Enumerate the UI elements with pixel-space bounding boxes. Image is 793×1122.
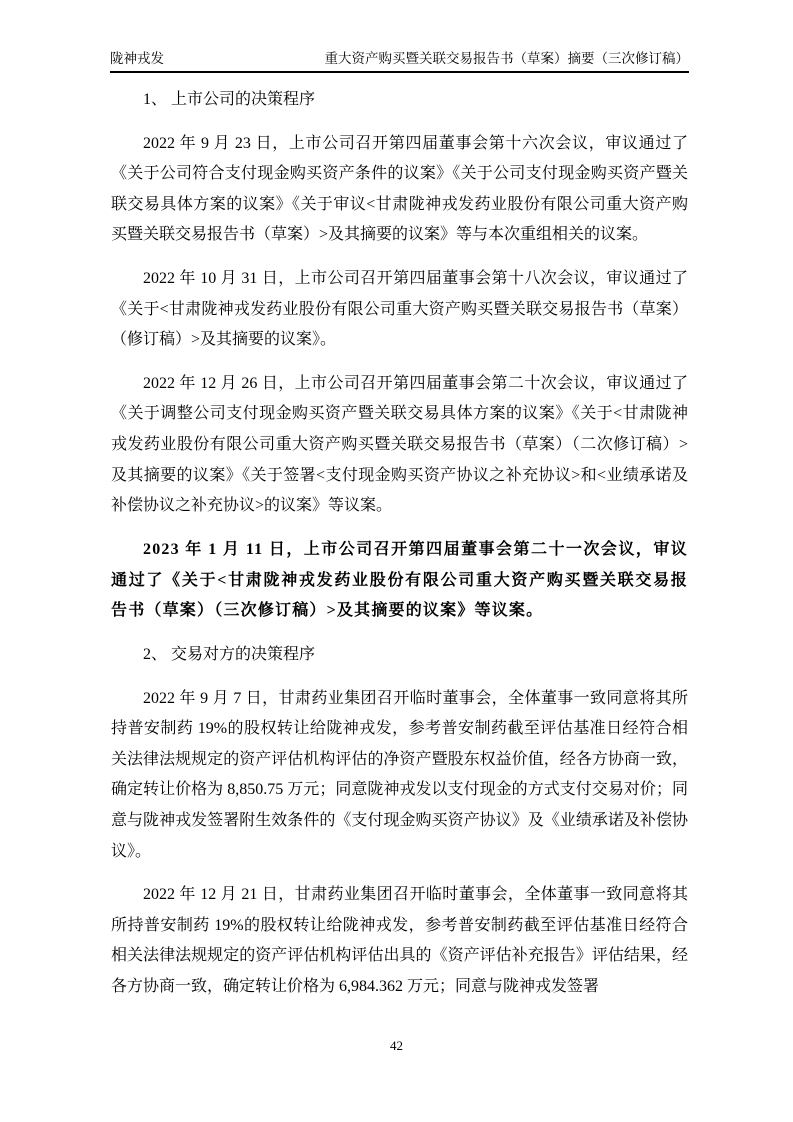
section-heading-listed-company-procedure: 1、 上市公司的决策程序 bbox=[143, 91, 316, 108]
page-header bbox=[110, 50, 689, 73]
paragraph-board-meeting-21st-bold: 2023 年 1 月 11 日，上市公司召开第四届董事会第二十一次会议，审议通过了《关于<甘肃陇神戎发药业股份有限公司重大资产购买暨关联交易报告书（草案）（三次修订稿）>及其摘要的议案》等议案。 bbox=[111, 540, 688, 620]
header-company-name: 陇神戎发 bbox=[110, 51, 164, 66]
paragraph-board-meeting-16th: 2022 年 9 月 23 日，上市公司召开第四届董事会第十六次会议，审议通过了《关于公司符合支付现金购买资产条件的议案》《关于公司支付现金购买资产暨关联交易具体方案的议案》《关于审议<甘肃陇神戎发药业股份有限公司重大资产购买暨关联交易报告书（草案）>及其摘要的议案》等与本次重组相关的议案。 bbox=[111, 134, 688, 244]
header-document-title: 重大资产购买暨关联交易报告书（草案）摘要（三次修订稿） bbox=[324, 51, 689, 66]
paragraph-counterparty-meeting-2022-12-21: 2022 年 12 月 21 日，甘肃药业集团召开临时董事会，全体董事一致同意将其所持普安制药 19%的股权转让给陇神戎发，参考普安制药截至评估基准日经符合相关法律法规规定的资产评估机构评估出具的《资产评估补充报告》评估结果，经各方协商一致，确定转让价格为 6,984.362 万元；同意与陇神戎发签署 bbox=[111, 886, 688, 996]
section-heading-counterparty-procedure: 2、 交易对方的决策程序 bbox=[143, 646, 316, 664]
page-footer bbox=[0, 1038, 793, 1054]
page-number: 42 bbox=[390, 1038, 403, 1053]
paragraph-counterparty-meeting-2022-09-07: 2022 年 9 月 7 日，甘肃药业集团召开临时董事会，全体董事一致同意将其所持普安制药 19%的股权转让给陇神戎发，参考普安制药截至评估基准日经符合相关法律法规规定的资产评估机构评估的净资产暨股东权益价值，经各方协商一致，确定转让价格为 8,850.75 万元；同意陇神戎发以支付现金的方式支付交易对价；同意与陇神戎发签署附生效条件的《支付现金购买资产协议》及《业绩承诺及补偿协议》。 bbox=[111, 689, 688, 860]
document-body bbox=[111, 85, 688, 1016]
paragraph-board-meeting-20th: 2022 年 12 月 26 日，上市公司召开第四届董事会第二十次会议，审议通过了《关于调整公司支付现金购买资产暨关联交易具体方案的议案》《关于<甘肃陇神戎发药业股份有限公司重大资产购买暨关联交易报告书（草案）（二次修订稿）>及其摘要的议案》《关于签署<支付现金购买资产协议之补充协议>和<业绩承诺及补偿协议之补充协议>的议案》等议案。 bbox=[111, 374, 688, 515]
paragraph-board-meeting-18th: 2022 年 10 月 31 日，上市公司召开第四届董事会第十八次会议，审议通过了《关于<甘肃陇神戎发药业股份有限公司重大资产购买暨关联交易报告书（草案）（修订稿）>及其摘要的议案》。 bbox=[111, 269, 688, 349]
